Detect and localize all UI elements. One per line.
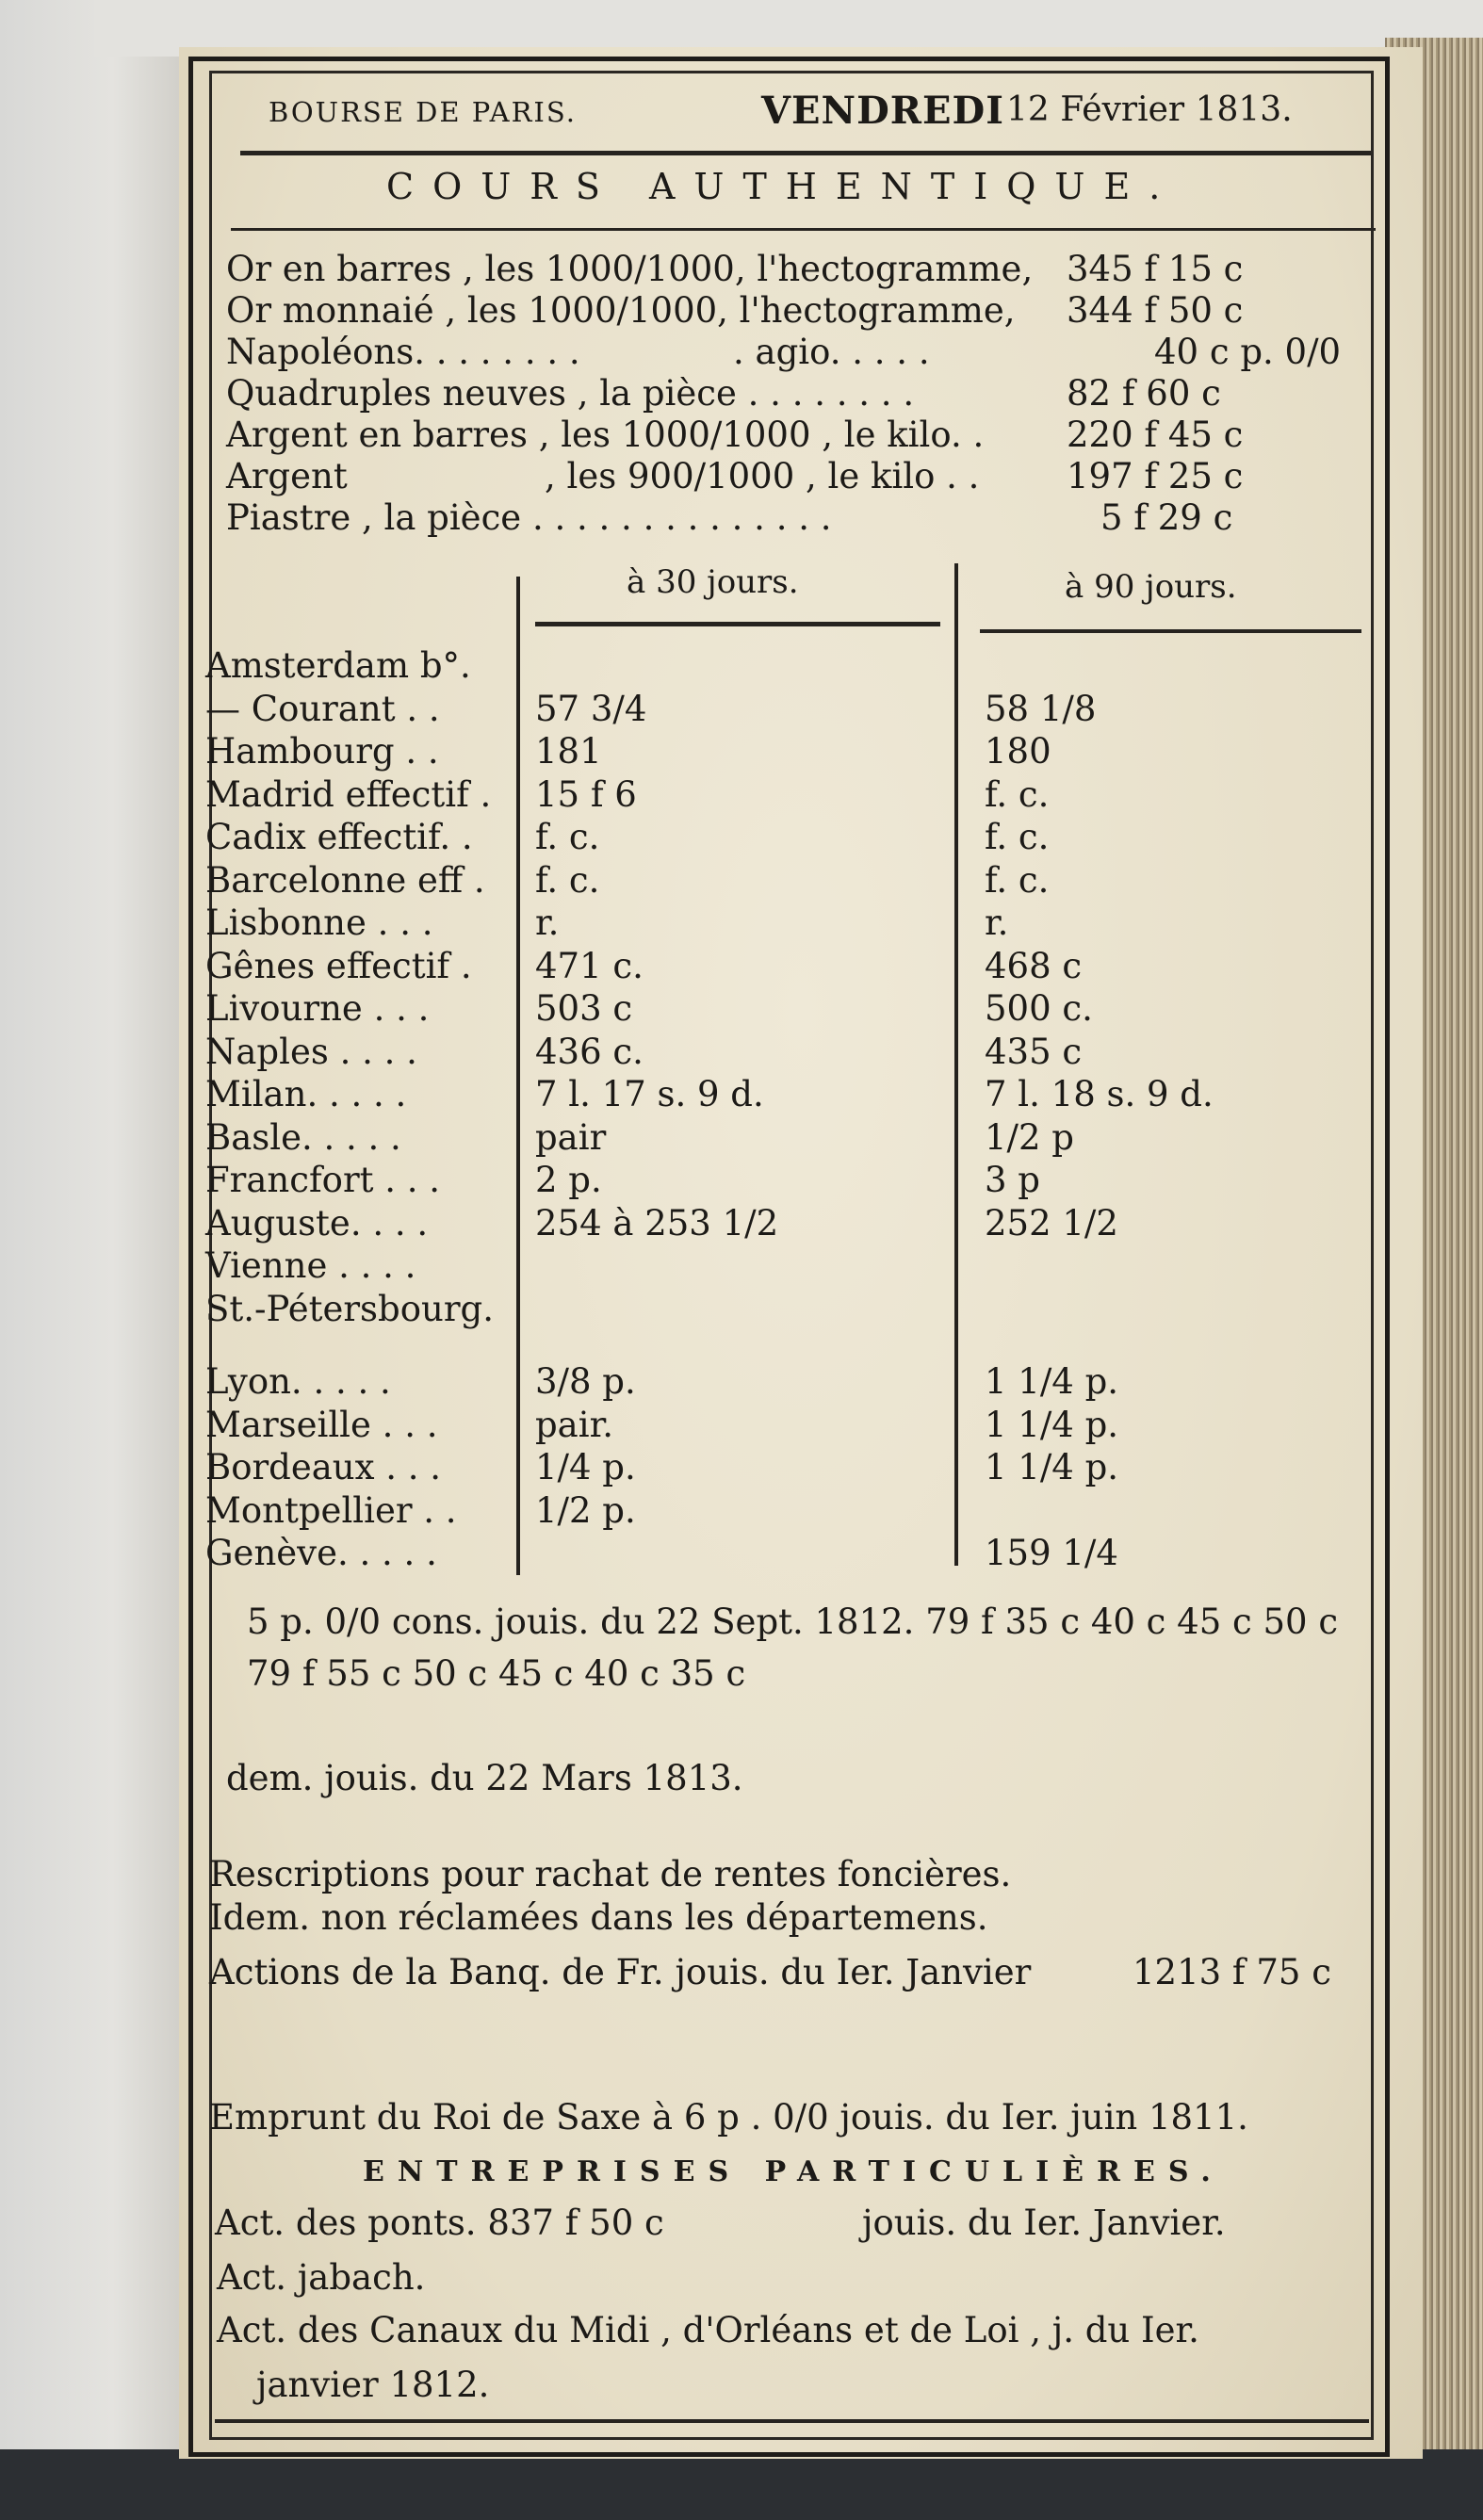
ponts-line: Act. des ponts. 837 f 50 c [215,2203,664,2243]
footer-rule [215,2419,1369,2423]
exchange-value-30: 503 c [535,988,633,1029]
exchange-value-90: 58 1/8 [985,688,1097,729]
exchange-place: Lyon. . . . . [205,1361,391,1402]
price-value-0: 345 f 15 c [1067,249,1244,289]
price-label-1: Or monnaié , les 1000/1000, l'hectogramme, [226,290,1016,331]
canaux-line-1: Act. des Canaux du Midi , d'Orléans et de Loi , j. du Ier. [217,2310,1199,2350]
exchange-value-90: 468 c [985,945,1083,986]
exchange-value-90: f. c. [985,859,1050,901]
exchange-value-90: r. [985,902,1009,943]
column-rule-30 [535,622,940,626]
exchange-place: Naples . . . . [205,1031,417,1072]
exchange-value-90: 180 [985,731,1051,772]
price-value-3: 82 f 60 c [1067,373,1221,414]
exchange-value-90: 252 1/2 [985,1202,1118,1244]
exchange-place: St.-Pétersbourg. [205,1288,494,1329]
actions-value: 1213 f 75 c [1133,1952,1331,1992]
exchange-place: Marseille . . . [205,1404,438,1445]
price-value-6: 5 f 29 c [1100,497,1233,538]
exchange-value-90: 7 l. 18 s. 9 d. [985,1074,1214,1114]
header-day: VENDREDI [761,89,1004,133]
header-left: BOURSE DE PARIS. [269,96,577,128]
exchange-value-90: 159 1/4 [985,1533,1118,1573]
price-label-2: Napoléons. . . . . . . . [226,332,580,372]
exchange-value-30: 2 p. [535,1160,602,1200]
exchange-value-30: f. c. [535,817,600,857]
exchange-value-30: r. [535,902,560,943]
price-label-4: Argent en barres , les 1000/1000 , le kilo. . [226,415,985,455]
price-value-4: 220 f 45 c [1067,415,1244,455]
price-value-2: 40 c p. 0/0 [1154,332,1342,372]
exchange-place: Montpellier . . [205,1489,457,1531]
exchange-value-30: 254 à 253 1/2 [535,1202,779,1244]
actions-label: Actions de la Banq. de Fr. jouis. du Ier. Janvier [209,1952,1032,1992]
exchange-value-30: 1/4 p. [535,1447,636,1488]
idem-line: Idem. non réclamées dans les départemens. [209,1897,988,1938]
exchange-place: Genève. . . . . [205,1533,437,1573]
exchange-place: Livourne . . . [205,988,430,1029]
exchange-value-30: 1/2 p. [535,1489,636,1531]
exchange-place: Basle. . . . . [205,1116,401,1158]
ponts-jouis: jouis. du Ier. Janvier. [862,2203,1226,2243]
exchange-value-90: 435 c [985,1031,1083,1072]
column-rule-90 [980,629,1361,633]
title-rule [231,228,1376,231]
exchange-place: Lisbonne . . . [205,902,433,943]
exchange-value-30: f. c. [535,859,600,901]
rentes-line-3: dem. jouis. du 22 Mars 1813. [226,1758,743,1798]
exchange-value-30: 15 f 6 [535,773,637,815]
canaux-line-2: janvier 1812. [256,2365,490,2405]
exchange-place: Madrid effectif . [205,773,492,815]
table-divider-right [954,563,958,1566]
header-rule [240,151,1371,155]
exchange-value-90: 1/2 p [985,1116,1074,1158]
exchange-value-90: f. c. [985,773,1050,815]
table-divider-left [516,577,520,1575]
price-label-0: Or en barres , les 1000/1000, l'hectogramme, [226,249,1034,289]
exchange-place: Milan. . . . . [205,1074,407,1114]
page-title: COURS AUTHENTIQUE. [386,166,1180,207]
exchange-value-30: 436 c. [535,1031,644,1072]
exchange-place: Barcelonne eff . [205,859,485,901]
book-spine-left [0,0,188,2520]
exchange-place: Auguste. . . . [205,1202,429,1244]
exchange-value-30: 3/8 p. [535,1361,636,1402]
background-bottom [0,2449,1483,2520]
column-head-90: à 90 jours. [1065,568,1237,606]
price-mid-2: . agio. . . . . [733,332,930,372]
exchange-value-90: 500 c. [985,988,1093,1029]
rentes-line-2: 79 f 55 c 50 c 45 c 40 c 35 c [247,1653,746,1694]
price-mid-5: , les 900/1000 , le kilo . . [545,456,980,496]
emprunt-line: Emprunt du Roi de Saxe à 6 p . 0/0 jouis. du Ier. juin 1811. [209,2097,1248,2138]
price-label-5: Argent [226,456,348,496]
exchange-value-90: 3 p [985,1160,1040,1200]
entreprises-heading: ENTREPRISES PARTICULIÈRES. [363,2155,1224,2188]
exchange-value-90: f. c. [985,817,1050,857]
exchange-place: — Courant . . [205,688,440,729]
rentes-line-1: 5 p. 0/0 cons. jouis. du 22 Sept. 1812. 79 f 35 c 40 c 45 c 50 c [247,1601,1339,1642]
exchange-value-30: 181 [535,731,602,772]
rescriptions-line: Rescriptions pour rachat de rentes foncières. [209,1854,1012,1894]
exchange-value-30: 57 3/4 [535,688,647,729]
exchange-value-30: 471 c. [535,945,644,986]
exchange-value-30: pair [535,1116,607,1158]
exchange-place: Gênes effectif . [205,945,472,986]
exchange-value-30: pair. [535,1404,613,1445]
price-value-5: 197 f 25 c [1067,456,1244,496]
exchange-value-90: 1 1/4 p. [985,1447,1119,1488]
exchange-value-90: 1 1/4 p. [985,1361,1119,1402]
price-value-1: 344 f 50 c [1067,290,1244,331]
exchange-place: Bordeaux . . . [205,1447,442,1488]
exchange-place: Cadix effectif. . [205,817,473,857]
jabach-line: Act. jabach. [217,2257,426,2298]
exchange-value-90: 1 1/4 p. [985,1404,1119,1445]
exchange-place: Vienne . . . . [205,1245,416,1286]
exchange-value-30: 7 l. 17 s. 9 d. [535,1074,764,1114]
header-date: 12 Février 1813. [1006,90,1293,129]
exchange-place: Amsterdam b°. [205,645,471,686]
column-head-30: à 30 jours. [627,563,799,601]
price-label-6: Piastre , la pièce . . . . . . . . . . . . . . [226,497,832,538]
exchange-place: Hambourg . . [205,731,439,772]
price-label-3: Quadruples neuves , la pièce . . . . . . . . [226,373,915,414]
exchange-place: Francfort . . . [205,1160,441,1200]
